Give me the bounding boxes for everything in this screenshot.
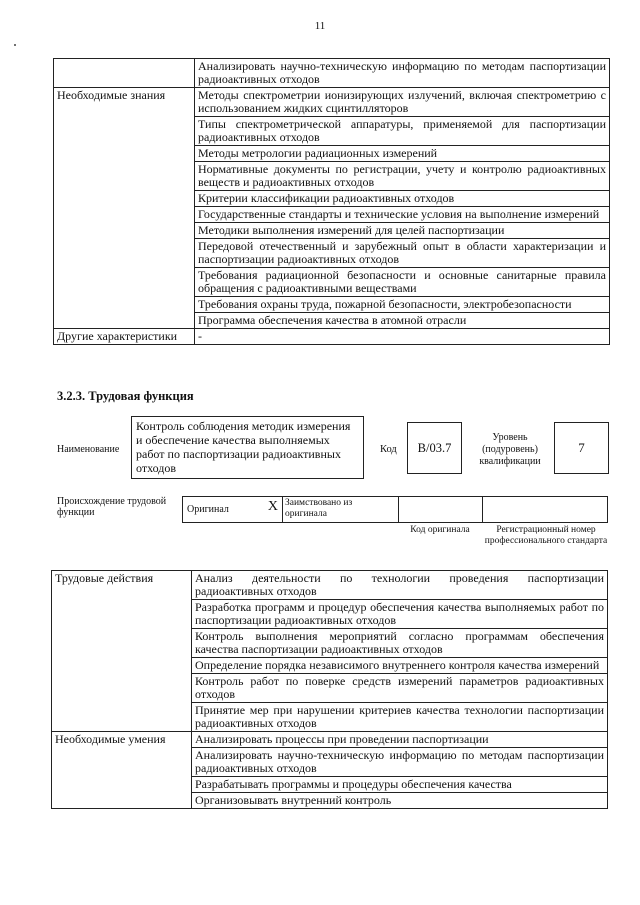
name-label: Наименование xyxy=(57,444,120,455)
row-item: Нормативные документы по регистрации, учету и контролю радиоактивных веществ и радиоактивных отходов xyxy=(195,162,610,191)
section-heading: 3.2.3. Трудовая функция xyxy=(57,389,194,403)
row-item: Определение порядка независимого внутреннего контроля качества измерений xyxy=(192,658,608,674)
original-cell xyxy=(183,497,283,522)
scan-speck xyxy=(14,44,16,46)
row-label: Другие характеристики xyxy=(54,329,195,345)
row-item: Анализировать научно-техническую информацию по методам паспортизации радиоактивных отходов xyxy=(192,748,608,777)
function-name-box: Контроль соблюдения методик измерения и обеспечение качества выполняемых работ по паспортизации радиоактивных отходов xyxy=(131,416,364,479)
table-row xyxy=(54,59,610,88)
qualification-level-box: 7 xyxy=(554,422,609,474)
borrowed-cell xyxy=(283,497,399,522)
qualification-level-label: Уровень (подуровень) квалификации xyxy=(479,432,541,467)
original-label: Оригинал xyxy=(187,504,229,515)
reg-number-cell xyxy=(483,497,607,522)
row-label: Необходимые знания xyxy=(54,88,195,329)
row-label: Трудовые действия xyxy=(52,571,192,732)
row-item: Анализировать научно-техническую информацию по методам паспортизации радиоактивных отходов xyxy=(195,59,610,88)
row-item: Анализировать процессы при проведении паспортизации xyxy=(192,732,608,748)
row-item: Типы спектрометрической аппаратуры, применяемой для паспортизации радиоактивных отходов xyxy=(195,117,610,146)
row-item: Методы метрологии радиационных измерений xyxy=(195,146,610,162)
row-item: Анализ деятельности по технологии проведения паспортизации радиоактивных отходов xyxy=(192,571,608,600)
row-item: Разработка программ и процедур обеспечения качества выполняемых работ по паспортизации радиоактивных отходов xyxy=(192,600,608,629)
actions-table xyxy=(51,570,608,809)
table-row xyxy=(54,88,610,117)
function-code-box: B/03.7 xyxy=(407,422,462,474)
row-item: - xyxy=(195,329,610,345)
row-item: Принятие мер при нарушении критериев качества технологии паспортизации радиоактивных отходов xyxy=(192,703,608,732)
row-item: Критерии классификации радиоактивных отходов xyxy=(195,191,610,207)
original-code-label: Код оригинала xyxy=(410,525,470,535)
reg-number-label: Регистрационный номер профессионального стандарта xyxy=(484,525,608,546)
page-number: 11 xyxy=(314,20,326,32)
row-item: Передовой отечественный и зарубежный опыт в области характеризации и паспортизации радиоактивных отходов xyxy=(195,239,610,268)
row-item: Разрабатывать программы и процедуры обеспечения качества xyxy=(192,777,608,793)
row-item: Контроль работ по поверке средств измерений параметров радиоактивных отходов xyxy=(192,674,608,703)
table-row xyxy=(54,329,610,345)
borrowed-label: Заимствовано из оригинала xyxy=(285,498,353,519)
original-mark: X xyxy=(267,499,278,514)
row-item: Методы спектрометрии ионизирующих излучений, включая спектрометрию с использованием жидких сцинтилляторов xyxy=(195,88,610,117)
row-label xyxy=(54,59,195,88)
knowledge-table xyxy=(53,58,610,345)
origin-label: Происхождение трудовой функции xyxy=(57,496,167,518)
origin-row xyxy=(182,496,608,523)
table-row xyxy=(52,732,608,748)
original-code-cell xyxy=(399,497,483,522)
row-item: Требования охраны труда, пожарной безопасности, электробезопасности xyxy=(195,297,610,313)
row-item: Требования радиационной безопасности и основные санитарные правила обращения с радиоактивными веществами xyxy=(195,268,610,297)
actions-table-body xyxy=(52,571,608,809)
knowledge-table-body xyxy=(54,59,610,345)
row-item: Организовывать внутренний контроль xyxy=(192,793,608,809)
row-item: Контроль выполнения мероприятий согласно программам обеспечения качества паспортизации радиоактивных отходов xyxy=(192,629,608,658)
row-item: Программа обеспечения качества в атомной отрасли xyxy=(195,313,610,329)
code-label: Код xyxy=(380,444,397,455)
table-row xyxy=(52,571,608,600)
row-item: Методики выполнения измерений для целей паспортизации xyxy=(195,223,610,239)
row-label: Необходимые умения xyxy=(52,732,192,809)
row-item: Государственные стандарты и технические условия на выполнение измерений xyxy=(195,207,610,223)
